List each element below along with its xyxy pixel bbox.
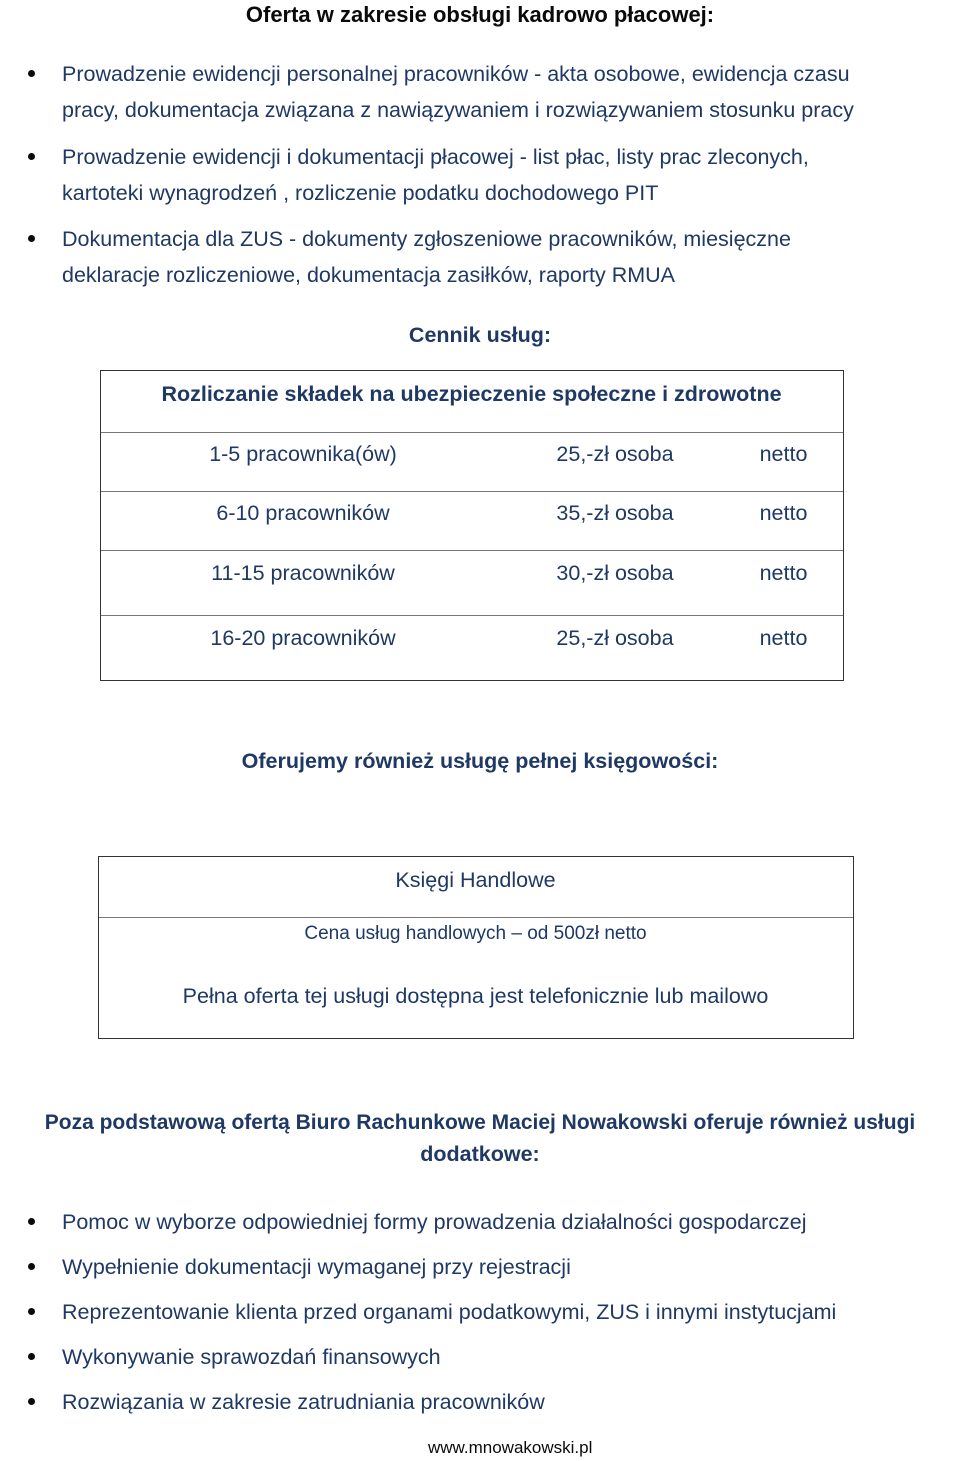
accounting-box-title: Księgi Handlowe bbox=[395, 868, 556, 892]
row-price: 30,-zł osoba bbox=[556, 561, 674, 585]
list-item-line: Prowadzenie ewidencji i dokumentacji płacowej - list płac, listy prac zleconych, bbox=[62, 145, 809, 169]
accounting-box bbox=[98, 856, 854, 1039]
row-price: 25,-zł osoba bbox=[556, 626, 674, 650]
pricing-table-header: Rozliczanie składek na ubezpieczenie społeczne i zdrowotne bbox=[161, 382, 782, 406]
row-price: 35,-zł osoba bbox=[556, 501, 674, 525]
section-title-payroll: Oferta w zakresie obsługi kadrowo płacowej: bbox=[245, 2, 715, 27]
extra-title-line1: Poza podstawową ofertą Biuro Rachunkowe Maciej Nowakowski oferuje również usługi bbox=[44, 1111, 916, 1134]
list-item bbox=[62, 56, 952, 128]
row-note: netto bbox=[759, 501, 808, 525]
row-note: netto bbox=[759, 561, 808, 585]
divider bbox=[101, 550, 843, 551]
accounting-info-line: Pełna oferta tej usługi dostępna jest telefonicznie lub mailowo bbox=[182, 984, 769, 1008]
accounting-price-line: Cena usług handlowych – od 500zł netto bbox=[304, 923, 647, 944]
row-range: 1-5 pracownika(ów) bbox=[209, 442, 397, 466]
list-item-line: pracy, dokumentacja związana z nawiązywaniem i rozwiązywaniem stosunku pracy bbox=[62, 98, 854, 122]
list-item-line: deklaracje rozliczeniowe, dokumentacja zasiłków, raporty RMUA bbox=[62, 263, 676, 287]
divider bbox=[101, 491, 843, 492]
list-item-line: kartoteki wynagrodzeń , rozliczenie podatku dochodowego PIT bbox=[62, 181, 659, 205]
row-range: 16-20 pracowników bbox=[210, 626, 396, 650]
row-range: 6-10 pracowników bbox=[216, 501, 390, 525]
list-item: Wypełnienie dokumentacji wymaganej przy rejestracji bbox=[62, 1249, 571, 1285]
row-price: 25,-zł osoba bbox=[556, 442, 674, 466]
extra-title-line2: dodatkowe: bbox=[420, 1142, 540, 1166]
list-item-line: Prowadzenie ewidencji personalnej pracowników - akta osobowe, ewidencja czasu bbox=[62, 62, 850, 86]
list-item: Pomoc w wyborze odpowiedniej formy prowadzenia działalności gospodarczej bbox=[62, 1204, 807, 1240]
divider bbox=[101, 432, 843, 433]
divider bbox=[99, 917, 853, 918]
list-item bbox=[62, 139, 952, 211]
row-note: netto bbox=[759, 442, 808, 466]
list-item: Reprezentowanie klienta przed organami podatkowymi, ZUS i innymi instytucjami bbox=[62, 1294, 836, 1330]
pricing-table bbox=[100, 370, 844, 681]
divider bbox=[101, 615, 843, 616]
pricing-title: Cennik usług: bbox=[408, 323, 552, 347]
list-item-line: Dokumentacja dla ZUS - dokumenty zgłoszeniowe pracowników, miesięczne bbox=[62, 227, 791, 251]
footer-url: www.mnowakowski.pl bbox=[428, 1438, 593, 1457]
row-note: netto bbox=[759, 626, 808, 650]
row-range: 11-15 pracowników bbox=[211, 561, 395, 585]
list-item: Rozwiązania w zakresie zatrudniania pracowników bbox=[62, 1384, 545, 1420]
list-item: Wykonywanie sprawozdań finansowych bbox=[62, 1339, 441, 1375]
list-item bbox=[62, 221, 952, 293]
accounting-title: Oferujemy również usługę pełnej księgowości: bbox=[241, 749, 719, 773]
